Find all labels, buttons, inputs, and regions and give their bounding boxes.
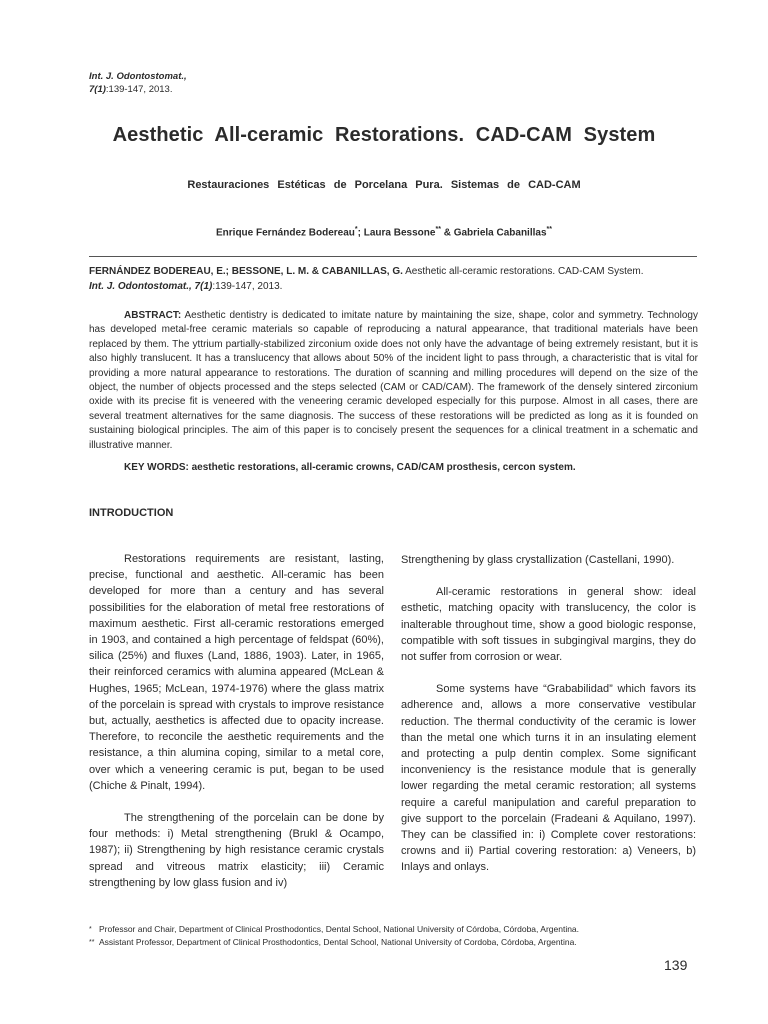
author-2: ; Laura Bessone [357,227,436,239]
citation-journal: Int. J. Odontostomat., 7(1) [89,280,213,292]
citation-pages: :139-147, 2013. [212,280,283,292]
paragraph: Strengthening by glass crystallization (Castellani, 1990). [401,554,675,566]
footnotes [89,923,709,949]
author-3-mark: ** [546,226,552,233]
author-list [0,226,768,238]
citation-block [89,265,701,294]
footnote-text: Professor and Chair, Department of Clinical Prosthodontics, Dental School, National University of Córdoba, Córdoba, Argentina. [99,924,580,934]
section-heading-introduction: INTRODUCTION [89,507,174,519]
author-1: Enrique Fernández Bodereau [216,227,355,239]
footnote [89,923,709,936]
paper-subtitle: Restauraciones Estéticas de Porcelana Pura. Sistemas de CAD-CAM [187,179,581,191]
paragraph: The strengthening of the porcelain can be done by four methods: i) Metal strengthening (Brukl & Ocampo, 1987); ii) Strengthening by high resistance ceramic crystals spread and vitreous matrix elasticity; iii) Ceramic strengthening by low glass fusion and iv) [89,812,384,889]
paragraph: Restorations requirements are resistant, lasting, precise, functional and aesthetic. All-ceramic has been developed for more than a century and has several possibilities for the elaboration of metal free restorations of maximum aesthetic. First all-ceramic restorations emerged in 1903, and contained a high percentage of feldspat (60%), silica (25%) and fluxes (Land, 1886, 1903). Later, in 1965, their reinforced ceramics with alumina appeared (McLean & Hughes, 1965; McLean, 1974-1976) where the glass matrix of the porcelain is spread with crystals to improve resistance but, actually, aesthetics is affected due to opacity increase. Therefore, to reconcile the aesthetic requirements and the resistance, a thin alumina coping, similar to a metal core, over which a veneering ceramic is put, began to be used (Chiche & Pinalt, 1994). [89,553,384,792]
keywords: KEY WORDS: aesthetic restorations, all-ceramic crowns, CAD/CAM prosthesis, cercon system. [124,462,576,473]
author-1-mark: * [354,226,358,233]
author-2-mark: ** [435,226,441,233]
footnote-mark: ** [89,939,95,946]
paragraph: All-ceramic restorations in general show: ideal esthetic, matching opacity with translucency, the color is inalterable throughout time, show a good biologic response, compatible with soft tissues in subgingival margins, they do not suffer from corrosion or wear. [401,586,696,664]
footnote-mark: * [89,926,92,933]
journal-volume-line [89,84,187,97]
abstract [89,309,698,453]
paragraph: Some systems have “Grababilidad” which favors its adherence and, allows a more conservative vestibular reduction. The thermal conductivity of the ceramic is lower than the metal one which turns it in an insulating element and protecting a pulp dentin complex. Some significant inconveniency is the resistance module that is generally lower regarding the metal ceramic restoration; all systems require a careful manipulation and careful preparation to give support to the porcelain (Fradeani & Aquilano, 1997). They can be classified in: i) Complete cover restorations: crowns and ii) Partial covering restoration: a) Veneers, b) Inlays and onlays. [401,683,696,874]
paper-title: Aesthetic All-ceramic Restorations. CAD-CAM System [112,124,656,146]
left-column [89,551,384,907]
abstract-label: ABSTRACT: [124,310,182,321]
footnote [89,936,709,949]
footnote-text: Assistant Professor, Department of Clinical Prosthodontics, Dental School, National University of Cordoba, Córdoba, Argentina. [99,937,577,947]
page-number: 139 [664,957,688,973]
divider [89,256,697,257]
journal-pages: :139-147, 2013. [105,83,173,95]
journal-name: Int. J. Odontostomat., [89,71,187,82]
journal-header [89,71,187,96]
abstract-text: Aesthetic dentistry is dedicated to imitate nature by maintaining the size, shape, color and symmetry. Technology has developed metal-free ceramic materials so capable of reproducing a natural appearance, that traditional materials have been replaced by them. The yttrium partially-stabilized zirconium oxide does not only have the advantage of being extremely resistant, but it is also highly translucent. It has a translucency that allows about 50% of the incident light to pass through, a characteristic that is vital for providing a more natural appearance to restorations. The duration of scanning and milling procedures will depend on the size of the object, the number of objects processed and the steps selected (CAM or CAD/CAM). The framework of the densely sintered zirconium oxide with its precise fit is veneered with the veneering ceramic developed especially for this purpose. Almost in all cases, there are several treatment alternatives for the same diagnosis. The success of these restorations will be predicted as long as it is founded on sustaining biological principles. The aim of this paper is to concisely present the sequences for a clinical treatment in a schematic and illustrative manner. [89,310,698,451]
author-3: & Gabriela Cabanillas [440,227,547,239]
citation-title: Aesthetic all-ceramic restorations. CAD-CAM System. [402,266,644,277]
citation-authors: FERNÁNDEZ BODEREAU, E.; BESSONE, L. M. & CABANILLAS, G. [89,266,403,277]
journal-volume: 7(1) [89,83,106,95]
right-column [401,552,696,892]
